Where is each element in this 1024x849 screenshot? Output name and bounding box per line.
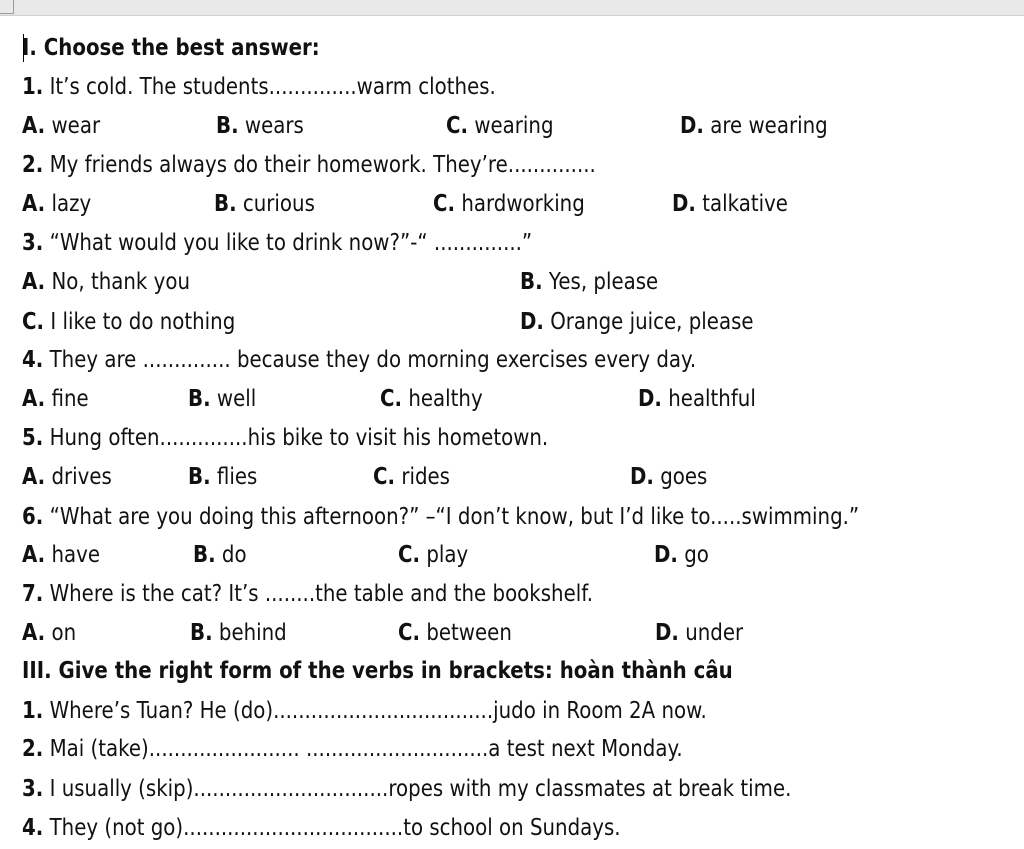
option-7b: B. behind	[190, 620, 287, 646]
question-number: 6.	[22, 504, 44, 530]
option-7a: A. on	[22, 620, 77, 646]
verb-item-1	[22, 696, 707, 726]
item-text: Mai (take)........................ .............................a test next Monday.	[49, 736, 683, 762]
question-text: It’s cold. The students..............warm clothes.	[49, 74, 496, 100]
item-number: 1.	[22, 698, 44, 724]
item-number: 3.	[22, 776, 44, 802]
question-6	[22, 502, 859, 532]
question-text: Where is the cat? It’s ........the table and the bookshelf.	[49, 581, 594, 607]
option-1a: A. wear	[22, 113, 101, 139]
page-corner-mark	[0, 0, 14, 14]
question-number: 2.	[22, 152, 44, 178]
question-1	[22, 72, 496, 102]
option-7c: C. between	[398, 620, 512, 646]
option-2a: A. lazy	[22, 191, 92, 217]
item-text: I usually (skip)...............................ropes with my classmates at break time.	[49, 776, 792, 802]
option-6a: A. have	[22, 542, 101, 568]
option-1b: B. wears	[216, 113, 304, 139]
option-2b: B. curious	[214, 191, 315, 217]
item-number: 4.	[22, 815, 44, 841]
option-5d: D. goes	[630, 464, 708, 490]
question-3	[22, 228, 532, 258]
option-3c: C. I like to do nothing	[22, 309, 236, 335]
option-1c: C. wearing	[446, 113, 554, 139]
option-5b: B. flies	[188, 464, 258, 490]
question-4	[22, 345, 696, 375]
verb-item-2	[22, 734, 683, 764]
option-4d: D. healthful	[638, 386, 756, 412]
section-3-title: III. Give the right form of the verbs in brackets: hoàn thành câu	[22, 658, 733, 684]
option-6b: B. do	[193, 542, 247, 568]
option-3d: D. Orange juice, please	[520, 309, 754, 335]
question-text: “What are you doing this afternoon?” –“I don’t know, but I’d like to.....swimming.”	[49, 504, 860, 530]
question-7	[22, 579, 593, 609]
option-4c: C. healthy	[380, 386, 483, 412]
option-4b: B. well	[188, 386, 257, 412]
item-text: Where’s Tuan? He (do)...................................judo in Room 2A now.	[49, 698, 707, 724]
option-6c: C. play	[398, 542, 469, 568]
top-toolbar-strip	[0, 0, 1024, 16]
question-text: My friends always do their homework. They’re..............	[49, 152, 596, 178]
section-1-title: I. Choose the best answer:	[22, 35, 320, 61]
question-text: Hung often..............his bike to visit his hometown.	[49, 425, 549, 451]
option-7d: D. under	[655, 620, 744, 646]
question-2	[22, 150, 596, 180]
question-5	[22, 423, 548, 453]
question-number: 5.	[22, 425, 44, 451]
question-number: 3.	[22, 230, 44, 256]
option-3b: B. Yes, please	[520, 269, 659, 295]
option-2d: D. talkative	[672, 191, 788, 217]
option-4a: A. fine	[22, 386, 89, 412]
option-5a: A. drives	[22, 464, 112, 490]
question-text: They are .............. because they do morning exercises every day.	[49, 347, 697, 373]
question-number: 1.	[22, 74, 44, 100]
question-number: 4.	[22, 347, 44, 373]
option-3a: A. No, thank you	[22, 269, 190, 295]
question-text: “What would you like to drink now?”-“ ..............”	[49, 230, 533, 256]
verb-item-3	[22, 774, 791, 804]
verb-item-4	[22, 813, 621, 843]
item-text: They (not go)...................................to school on Sundays.	[49, 815, 621, 841]
item-number: 2.	[22, 736, 44, 762]
option-5c: C. rides	[373, 464, 450, 490]
option-1d: D. are wearing	[680, 113, 828, 139]
question-number: 7.	[22, 581, 44, 607]
option-6d: D. go	[654, 542, 709, 568]
option-2c: C. hardworking	[433, 191, 585, 217]
